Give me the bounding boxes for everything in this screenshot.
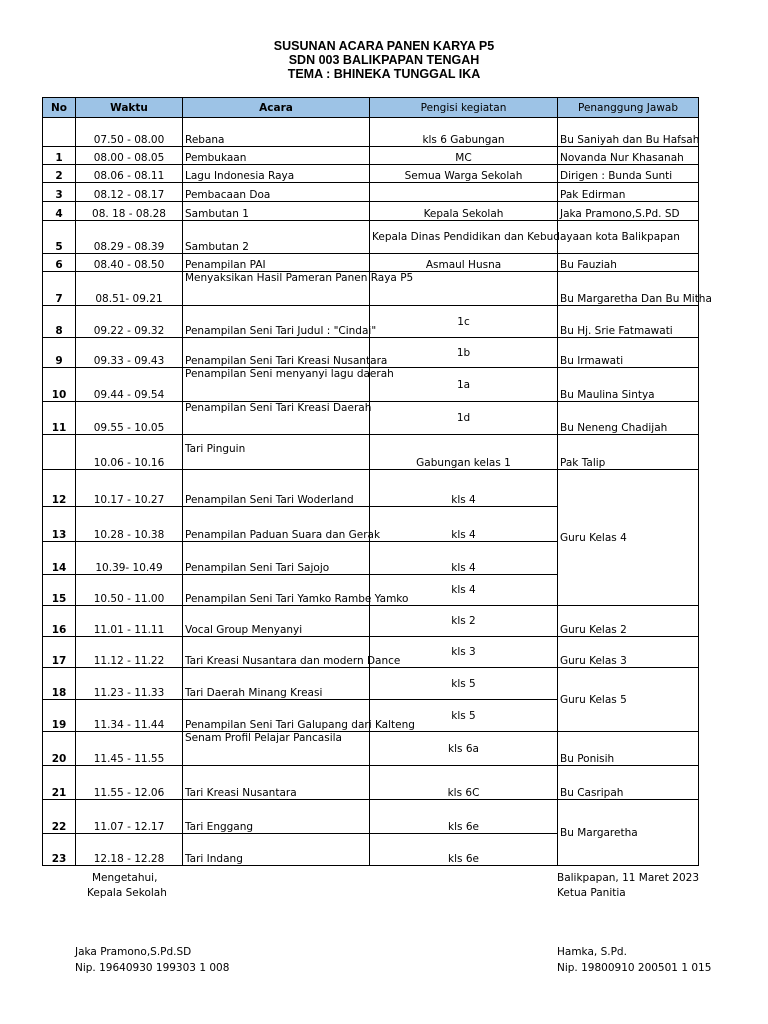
row-activity: Menyaksikan Hasil Pameran Panen Raya P5 [183, 272, 370, 306]
row-activity: Penampilan Seni Tari Galupang dari Kalteng [183, 700, 370, 732]
row-performer: kls 2 [370, 606, 558, 637]
row-performer: kls 6e [370, 800, 558, 834]
row-no [43, 118, 76, 147]
row-responsible: Bu Saniyah dan Bu Hafsah [558, 118, 699, 147]
row-performer: Kepala Sekolah [370, 202, 558, 221]
row-no: 23 [43, 834, 76, 866]
table-row [43, 338, 699, 368]
row-no: 8 [43, 306, 76, 338]
row-time: 09.22 - 09.32 [76, 306, 183, 338]
row-activity: Tari Kreasi Nusantara dan modern Dance [183, 637, 370, 668]
table-row [43, 254, 699, 272]
row-activity: Tari Pinguin [183, 435, 370, 470]
row-no [43, 435, 76, 470]
row-no: 10 [43, 368, 76, 402]
row-time: 08.29 - 08.39 [76, 221, 183, 254]
row-time: 10.28 - 10.38 [76, 507, 183, 542]
row-performer: 1b [370, 338, 558, 368]
row-performer: 1a [370, 368, 558, 402]
row-time: 08.51- 09.21 [76, 272, 183, 306]
row-no: 1 [43, 147, 76, 165]
table-row [43, 272, 699, 306]
table-row [43, 368, 699, 402]
table-row [43, 668, 699, 700]
row-activity: Tari Kreasi Nusantara [183, 766, 370, 800]
row-no: 14 [43, 542, 76, 575]
row-activity: Penampilan Seni Tari Sajojo [183, 542, 370, 575]
row-performer: kls 6e [370, 834, 558, 866]
signature-right-name: Hamka, S.Pd. [557, 946, 627, 958]
row-no: 21 [43, 766, 76, 800]
row-activity: Penampilan PAI [183, 254, 370, 272]
table-row [43, 606, 699, 637]
row-activity: Penampilan Seni Tari Kreasi Nusantara [183, 338, 370, 368]
row-activity: Penampilan Seni Tari Kreasi Daerah [183, 402, 370, 435]
row-time: 10.06 - 10.16 [76, 435, 183, 470]
row-activity: Tari Daerah Minang Kreasi [183, 668, 370, 700]
column-header-responsible: Penanggung Jawab [558, 98, 699, 118]
row-time: 07.50 - 08.00 [76, 118, 183, 147]
table-row [43, 435, 699, 470]
row-no: 4 [43, 202, 76, 221]
row-performer [370, 183, 558, 202]
table-row [43, 202, 699, 221]
row-performer: 1c [370, 306, 558, 338]
row-activity: Vocal Group Menyanyi [183, 606, 370, 637]
row-responsible: Bu Irmawati [558, 338, 699, 368]
row-no: 12 [43, 470, 76, 507]
row-time: 08.12 - 08.17 [76, 183, 183, 202]
row-performer: kls 5 [370, 668, 558, 700]
signature-right-nip: Nip. 19800910 200501 1 015 [557, 962, 712, 974]
row-performer: kls 6 Gabungan [370, 118, 558, 147]
row-responsible: Guru Kelas 3 [558, 637, 699, 668]
row-time: 08. 18 - 08.28 [76, 202, 183, 221]
document-title-line-2: SDN 003 BALIKPAPAN TENGAH [288, 53, 480, 67]
row-responsible: Bu Margaretha [558, 800, 699, 866]
row-time: 09.44 - 09.54 [76, 368, 183, 402]
row-responsible: Pak Edirman [558, 183, 699, 202]
row-time: 10.39- 10.49 [76, 542, 183, 575]
table-row [43, 402, 699, 435]
row-responsible: Bu Ponisih [558, 732, 699, 766]
row-responsible: Bu Fauziah [558, 254, 699, 272]
row-time: 08.00 - 08.05 [76, 147, 183, 165]
row-performer: kls 4 [370, 507, 558, 542]
row-no: 13 [43, 507, 76, 542]
signature-right-line-2: Ketua Panitia [557, 887, 626, 899]
row-time: 11.12 - 11.22 [76, 637, 183, 668]
table-row [43, 118, 699, 147]
row-time: 08.40 - 08.50 [76, 254, 183, 272]
row-responsible: Jaka Pramono,S.Pd. SD [558, 202, 699, 221]
row-no: 11 [43, 402, 76, 435]
row-responsible: Guru Kelas 2 [558, 606, 699, 637]
row-activity: Pembukaan [183, 147, 370, 165]
row-activity: Penampilan Paduan Suara dan Gerak [183, 507, 370, 542]
row-time: 10.50 - 11.00 [76, 575, 183, 606]
row-performer: MC [370, 147, 558, 165]
row-activity: Tari Indang [183, 834, 370, 866]
row-activity: Pembacaan Doa [183, 183, 370, 202]
table-row [43, 147, 699, 165]
row-activity: Lagu Indonesia Raya [183, 165, 370, 183]
row-time: 11.07 - 12.17 [76, 800, 183, 834]
row-responsible: Novanda Nur Khasanah [558, 147, 699, 165]
signature-left-line-1: Mengetahui, [92, 872, 158, 884]
row-performer: kls 6C [370, 766, 558, 800]
row-no: 15 [43, 575, 76, 606]
row-no: 22 [43, 800, 76, 834]
column-header-time: Waktu [76, 98, 183, 118]
row-no: 16 [43, 606, 76, 637]
schedule-table [42, 97, 712, 866]
row-responsible: Bu Casripah [558, 766, 699, 800]
row-activity: Sambutan 1 [183, 202, 370, 221]
table-row [43, 165, 699, 183]
row-no: 20 [43, 732, 76, 766]
row-performer: kls 4 [370, 542, 558, 575]
row-performer: kls 4 [370, 470, 558, 507]
column-header-no: No [43, 98, 76, 118]
row-time: 09.55 - 10.05 [76, 402, 183, 435]
row-performer: kls 5 [370, 700, 558, 732]
row-no: 6 [43, 254, 76, 272]
row-time: 08.06 - 08.11 [76, 165, 183, 183]
row-performer: kls 3 [370, 637, 558, 668]
row-no: 5 [43, 221, 76, 254]
row-performer: Gabungan kelas 1 [370, 435, 558, 470]
table-row [43, 183, 699, 202]
row-performer: Kepala Dinas Pendidikan dan Kebudayaan kota Balikpapan [370, 221, 558, 254]
row-no: 18 [43, 668, 76, 700]
table-row [43, 306, 699, 338]
row-activity: Penampilan Seni menyanyi lagu daerah [183, 368, 370, 402]
row-no: 9 [43, 338, 76, 368]
document-title-line-1: SUSUNAN ACARA PANEN KARYA P5 [273, 39, 495, 53]
row-no: 7 [43, 272, 76, 306]
row-responsible: Bu Neneng Chadijah [558, 402, 699, 435]
row-responsible: Guru Kelas 5 [558, 668, 699, 732]
signature-right-line-1: Balikpapan, 11 Maret 2023 [557, 872, 699, 884]
table-row [43, 221, 699, 254]
row-activity: Penampilan Seni Tari Yamko Rambe Yamko [183, 575, 370, 606]
row-responsible: Pak Talip [558, 435, 699, 470]
table-row [43, 800, 699, 834]
row-time: 11.23 - 11.33 [76, 668, 183, 700]
row-performer: Semua Warga Sekolah [370, 165, 558, 183]
row-activity: Sambutan 2 [183, 221, 370, 254]
row-activity: Penampilan Seni Tari Woderland [183, 470, 370, 507]
row-activity: Rebana [183, 118, 370, 147]
row-time: 12.18 - 12.28 [76, 834, 183, 866]
row-responsible: Bu Margaretha Dan Bu Mitha [558, 272, 699, 306]
column-header-performer: Pengisi kegiatan [370, 98, 558, 118]
row-responsible: Bu Hj. Srie Fatmawati [558, 306, 699, 338]
row-time: 11.34 - 11.44 [76, 700, 183, 732]
signature-left-nip: Nip. 19640930 199303 1 008 [75, 962, 230, 974]
row-performer: 1d [370, 402, 558, 435]
row-responsible: Dirigen : Bunda Sunti [558, 165, 699, 183]
table-row [43, 732, 699, 766]
row-time: 11.45 - 11.55 [76, 732, 183, 766]
row-no: 2 [43, 165, 76, 183]
row-no: 19 [43, 700, 76, 732]
row-responsible: Guru Kelas 4 [558, 470, 699, 606]
row-responsible: Bu Maulina Sintya [558, 368, 699, 402]
signature-left-name: Jaka Pramono,S.Pd.SD [75, 946, 192, 958]
row-activity: Senam Profil Pelajar Pancasila [183, 732, 370, 766]
row-performer: kls 6a [370, 732, 558, 766]
row-time: 10.17 - 10.27 [76, 470, 183, 507]
row-activity: Penampilan Seni Tari Judul : "Cindai" [183, 306, 370, 338]
row-performer: kls 4 [370, 575, 558, 606]
table-header-row [43, 98, 699, 118]
row-performer: Asmaul Husna [370, 254, 558, 272]
signature-left-line-2: Kepala Sekolah [87, 887, 167, 899]
row-no: 3 [43, 183, 76, 202]
document-title-line-3: TEMA : BHINEKA TUNGGAL IKA [287, 67, 481, 81]
row-time: 11.55 - 12.06 [76, 766, 183, 800]
row-no: 17 [43, 637, 76, 668]
table-row [43, 470, 699, 507]
column-header-activity: Acara [183, 98, 370, 118]
table-row [43, 766, 699, 800]
row-time: 11.01 - 11.11 [76, 606, 183, 637]
table-row [43, 637, 699, 668]
row-activity: Tari Enggang [183, 800, 370, 834]
row-time: 09.33 - 09.43 [76, 338, 183, 368]
